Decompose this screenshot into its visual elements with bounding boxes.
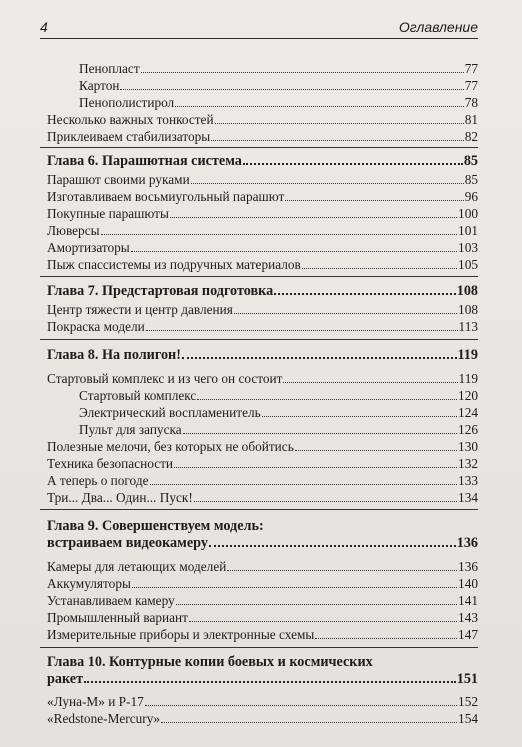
toc-entry: [47, 189, 478, 205]
toc-entry-title: Пульт для запуска: [79, 422, 182, 437]
toc-entry-title: встраиваем видеокамеру: [47, 535, 208, 551]
toc-entry-page: 132: [458, 456, 478, 471]
toc-entry-page: 152: [458, 694, 478, 709]
toc-entry: [79, 95, 478, 111]
page-header: [40, 14, 478, 39]
toc-entry-title: ракет: [47, 671, 84, 687]
toc-entry-title: Пенополистирол: [79, 95, 175, 110]
toc-entry-page: 85: [464, 172, 478, 187]
toc-entry-page: 134: [458, 490, 478, 505]
toc-entry-page: 77: [464, 61, 478, 76]
toc-entry-title: Полезные мелочи, без которых не обойтись: [47, 439, 294, 454]
toc-entry: [47, 559, 478, 575]
toc-entry-title: Покраска модели: [47, 319, 145, 334]
toc-entry-page: 147: [458, 627, 478, 642]
toc-entry: [47, 371, 478, 387]
toc-entry: [47, 206, 478, 222]
toc-entry: [47, 172, 478, 188]
toc-entry: [47, 711, 478, 727]
toc-entry-page: 108: [456, 283, 478, 299]
toc-entry-title: Три... Два... Один... Пуск!: [47, 490, 193, 505]
running-title: Оглавление: [398, 19, 478, 35]
toc-entry: [47, 610, 478, 626]
toc-entry-title: Пенопласт: [79, 61, 140, 76]
toc-entry-title: «Луна-М» и Р-17: [47, 694, 144, 709]
toc-entry-page: 119: [457, 347, 478, 363]
toc-entry-title: «Redstone-Mercury»: [47, 711, 160, 726]
toc-entry: [47, 302, 478, 318]
toc-entry-page: 85: [463, 153, 478, 169]
toc-entry-title: Аккумуляторы: [47, 576, 131, 591]
toc-entry-title: Амортизаторы: [47, 240, 130, 255]
toc-entry: [47, 223, 478, 239]
toc-entry-page: 143: [458, 610, 478, 625]
toc-entry: [47, 490, 478, 506]
toc-entry: [79, 78, 478, 94]
toc-entry: [47, 319, 478, 335]
toc-entry: [47, 456, 478, 472]
chapter-heading: [47, 535, 478, 551]
toc-entry-page: 133: [458, 473, 478, 488]
toc-entry: [79, 405, 478, 421]
toc-entry-page: 126: [458, 422, 478, 437]
toc-entry-title: Люверсы: [47, 223, 100, 238]
toc-entry-page: 82: [464, 129, 478, 144]
toc-entry: [47, 473, 478, 489]
toc-entry-title: Техника безопасности: [47, 456, 174, 471]
toc-entry-title: Центр тяжести и центр давления: [47, 302, 233, 317]
toc-entry-title: Электрический воспламенитель: [79, 405, 261, 420]
toc-entry-title: Глава 8. На полигон!: [47, 347, 181, 363]
toc-entry-title: Промышленный вариант: [47, 610, 188, 625]
toc-entry: [47, 240, 478, 256]
chapter-heading-line: Глава 10. Контурные копии боевых и космических: [47, 654, 373, 670]
toc-entry-title: Глава 7. Предстартовая подготовка: [47, 283, 274, 299]
toc-entry-page: 141: [458, 593, 478, 608]
toc-entry-page: 130: [458, 439, 478, 454]
toc-entry-page: 103: [458, 240, 478, 255]
chapter-heading: [47, 671, 478, 687]
toc-entry-page: 100: [458, 206, 478, 221]
toc-entry-page: 78: [464, 95, 478, 110]
toc-entry-page: 113: [458, 319, 478, 334]
toc-entry: [47, 129, 478, 145]
toc-entry-page: 140: [458, 576, 478, 591]
toc-entry-title: Устанавливаем камеру: [47, 593, 175, 608]
toc-entry: [47, 112, 478, 128]
toc-entry: [47, 694, 478, 710]
toc-entry-page: 136: [458, 559, 478, 574]
toc-entry-page: 77: [464, 78, 478, 93]
toc-entry-page: 119: [458, 371, 478, 386]
toc-entry: [47, 627, 478, 643]
toc-entry-page: 120: [458, 388, 478, 403]
chapter-heading: [47, 283, 478, 299]
toc-entry-title: Глава 6. Парашютная система: [47, 153, 242, 169]
toc-entry-title: Покупные парашюты: [47, 206, 169, 221]
toc-entry: [47, 439, 478, 455]
toc-entry: [47, 593, 478, 609]
toc-entry-title: Парашют своими руками: [47, 172, 190, 187]
section-divider: [40, 147, 478, 148]
toc-entry: [79, 388, 478, 404]
section-divider: [40, 339, 478, 340]
toc-entry-page: 124: [458, 405, 478, 420]
toc-entry-page: 136: [456, 535, 478, 551]
toc-entry-page: 81: [464, 112, 478, 127]
toc-entry-page: 154: [458, 711, 478, 726]
toc-entry-title: Пыж спассистемы из подручных материалов: [47, 257, 301, 272]
toc-entry-title: Стартовый комплекс: [79, 388, 197, 403]
toc-entry-title: Приклеиваем стабилизаторы: [47, 129, 211, 144]
toc-entry-page: 105: [458, 257, 478, 272]
toc-entry-title: Картон: [79, 78, 120, 93]
toc-entry-page: 151: [456, 671, 478, 687]
toc-entry-title: А теперь о погоде: [47, 473, 149, 488]
section-divider: [40, 647, 478, 648]
chapter-heading: [47, 347, 478, 363]
toc-entry: [47, 257, 478, 273]
toc-entry-title: Несколько важных тонкостей: [47, 112, 214, 127]
toc-entry: [79, 422, 478, 438]
chapter-heading-line: Глава 9. Совершенствуем модель:: [47, 518, 264, 534]
chapter-heading: [47, 153, 478, 169]
toc-entry-title: Стартовый комплекс и из чего он состоит: [47, 371, 283, 386]
page-number: 4: [40, 19, 48, 35]
toc-entry-title: Изготавливаем восьмиугольный парашют: [47, 189, 285, 204]
toc-entry-page: 96: [464, 189, 478, 204]
toc-entry-title: Измерительные приборы и электронные схемы: [47, 627, 315, 642]
toc-entry-page: 108: [458, 302, 478, 317]
toc-entry: [79, 61, 478, 77]
toc-entry-title: Камеры для летающих моделей: [47, 559, 227, 574]
section-divider: [40, 509, 478, 510]
toc-entry: [47, 576, 478, 592]
toc-entry-page: 101: [458, 223, 478, 238]
section-divider: [40, 276, 478, 277]
